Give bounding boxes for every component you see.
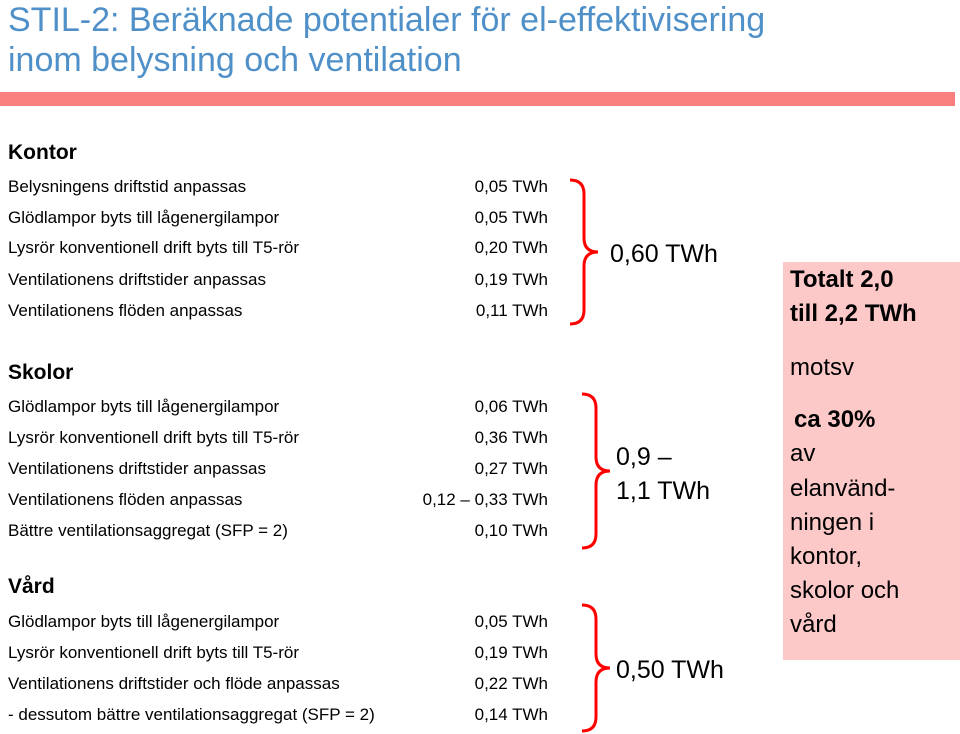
slide-title (8, 0, 948, 80)
kontor-row-label: Ventilationens flöden anpassas (8, 301, 243, 320)
vard-brace (578, 603, 618, 733)
kontor-brace (566, 178, 606, 326)
title-line-1: STIL-2: Beräknade potentialer för el-effektivisering (8, 1, 766, 39)
total-line-2: till 2,2 TWh (790, 300, 917, 327)
vard-row-value: 0,22 TWh (474, 674, 548, 693)
section-heading-vard: Vård (8, 575, 55, 598)
total-motsv: motsv (790, 354, 855, 381)
vard-row-value: 0,14 TWh (474, 705, 548, 724)
skolor-row-label: Lysrör konventionell drift byts till T5-rör (8, 428, 299, 447)
kontor-row-value: 0,05 TWh (474, 208, 548, 227)
vard-sum: 0,50 TWh (616, 656, 724, 684)
skolor-row-label: Ventilationens flöden anpassas (8, 490, 243, 509)
kontor-row-value: 0,20 TWh (474, 238, 548, 257)
kontor-row-value: 0,05 TWh (474, 177, 548, 196)
skolor-row-label: Ventilationens driftstider anpassas (8, 459, 266, 478)
total-line-1: Totalt 2,0 (790, 266, 894, 293)
total-text-line: av (790, 440, 816, 467)
skolor-brace (578, 392, 618, 550)
skolor-row-value: 0,36 TWh (474, 428, 548, 447)
vard-row-value: 0,19 TWh (474, 643, 548, 662)
total-text-line: vård (790, 611, 837, 638)
kontor-sum: 0,60 TWh (610, 240, 718, 268)
vard-row-value: 0,05 TWh (474, 612, 548, 631)
kontor-row-label: Lysrör konventionell drift byts till T5-rör (8, 238, 299, 257)
kontor-row-value: 0,19 TWh (474, 270, 548, 289)
section-heading-skolor: Skolor (8, 361, 74, 384)
kontor-row-label: Belysningens driftstid anpassas (8, 177, 247, 196)
skolor-row-label: Glödlampor byts till lågenergilampor (8, 397, 280, 416)
total-text-line: ningen i (790, 509, 875, 536)
total-text-line: kontor, (790, 543, 863, 570)
skolor-sum-line-2: 1,1 TWh (616, 477, 711, 505)
vard-row-label: Lysrör konventionell drift byts till T5-rör (8, 643, 299, 662)
vard-row-label: - dessutom bättre ventilationsaggregat (SFP = 2) (8, 705, 375, 724)
section-heading-kontor: Kontor (8, 141, 77, 164)
total-percentage: ca 30% (794, 406, 876, 433)
skolor-row-value: 0,12 – 0,33 TWh (422, 490, 548, 509)
total-text-line: elanvänd- (790, 475, 896, 502)
vard-row-label: Glödlampor byts till lågenergilampor (8, 612, 280, 631)
kontor-row-label: Glödlampor byts till lågenergilampor (8, 208, 280, 227)
total-text-line: skolor och (790, 577, 900, 604)
kontor-row-value: 0,11 TWh (475, 301, 548, 320)
vard-row-label: Ventilationens driftstider och flöde anpassas (8, 674, 340, 693)
title-line-2: inom belysning och ventilation (8, 41, 462, 79)
skolor-sum-line-1: 0,9 – (616, 443, 672, 471)
kontor-row-label: Ventilationens driftstider anpassas (8, 270, 266, 289)
skolor-row-value: 0,27 TWh (474, 459, 548, 478)
skolor-row-value: 0,06 TWh (474, 397, 548, 416)
title-divider-bar (0, 92, 955, 106)
skolor-row-label: Bättre ventilationsaggregat (SFP = 2) (8, 521, 288, 540)
skolor-row-value: 0,10 TWh (474, 521, 548, 540)
